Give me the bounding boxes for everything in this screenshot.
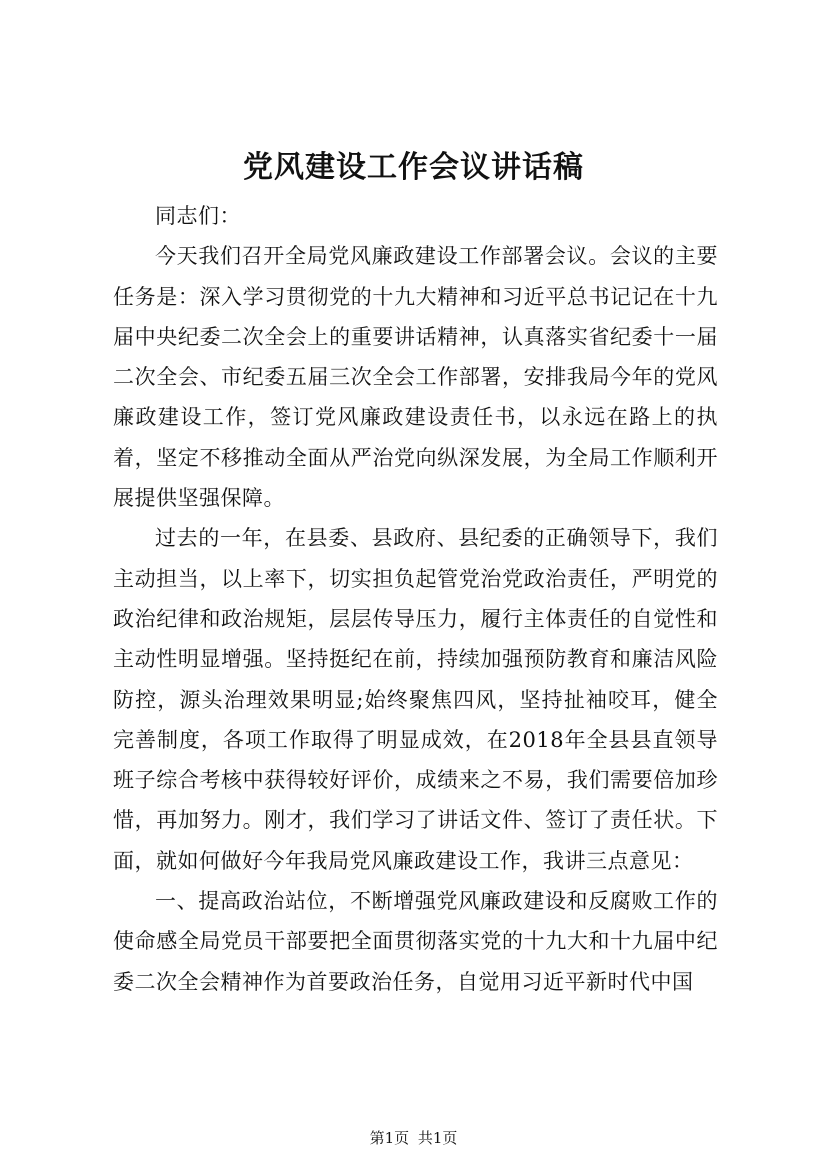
document-body — [113, 196, 718, 1002]
body-paragraph: 今天我们召开全局党风廉政建设工作部署会议。会议的主要任务是：深入学习贯彻党的十九大精神和习近平总书记记在十九届中央纪委二次全会上的重要讲话精神，认真落实省纪委十一届二次全会、市纪委五届三次全会工作部署，安排我局今年的党风廉政建设工作，签订党风廉政建设责任书，以永远在路上的执着，坚定不移推动全面从严治党向纵深发展，为全局工作顺利开展提供坚强保障。 — [113, 244, 718, 511]
body-paragraph: 一、提高政治站位，不断增强党风廉政建设和反腐败工作的使命感全局党员干部要把全面贯彻落实党的十九大和十九届中纪委二次全会精神作为首要政治任务，自觉用习近平新时代中国 — [113, 889, 718, 994]
page-footer: 第1页 共1页 — [369, 1129, 458, 1147]
body-paragraph: 过去的一年，在县委、县政府、县纪委的正确领导下，我们主动担当，以上率下，切实担负起管党治党政治责任，严明党的政治纪律和政治规矩，层层传导压力，履行主体责任的自觉性和主动性明显增强。坚持挺纪在前，持续加强预防教育和廉洁风险防控，源头治理效果明显;始终聚焦四风，坚持扯袖咬耳，健全完善制度，各项工作取得了明显成效，在2018年全县县直领导班子综合考核中获得较好评价，成绩来之不易，我们需要倍加珍惜，再加努力。刚才，我们学习了讲话文件、签订了责任状。下面，就如何做好今年我局党风廉政建设工作，我讲三点意见： — [113, 526, 718, 873]
salutation-paragraph: 同志们： — [155, 204, 241, 228]
document-title: 党风建设工作会议讲话稿 — [243, 150, 584, 185]
